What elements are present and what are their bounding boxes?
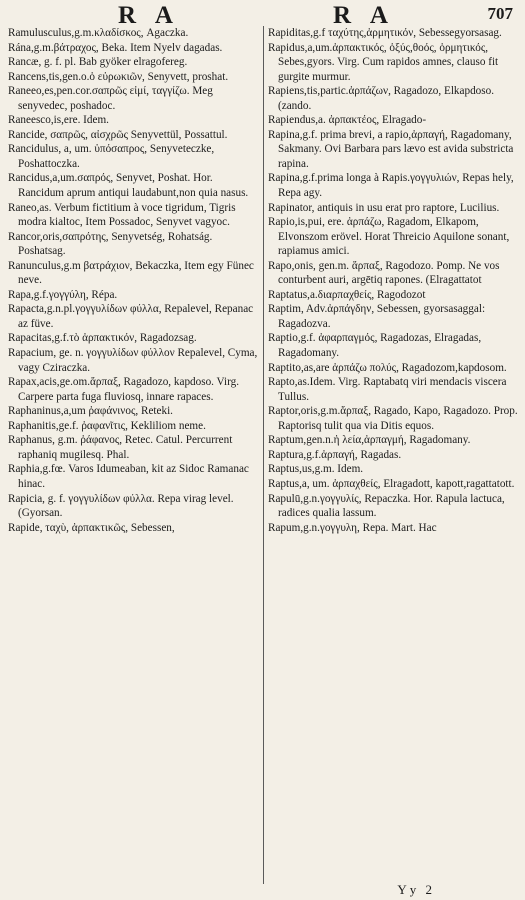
dictionary-entry: Raptor,oris,g.m.ἅρπαξ, Ragado, Kapo, Ragadozo. Prop. Raptorisq tulit qua via Ditis equos. <box>268 405 518 432</box>
left-column <box>8 26 264 884</box>
dictionary-entry: Rapina,g.f.prima longa à Rapis.γογγυλιών, Repas hely, Repa agy. <box>268 172 514 200</box>
dictionary-entry: Rapulū,g.n.γογγυλίς, Repaczka. Hor. Rapula lactuca, radices qualia lassum. <box>268 492 505 520</box>
dictionary-entry: Rancor,oris,σαπρότης, Senyvetség, Rohatság. Poshatsag. <box>8 230 213 258</box>
page-header <box>8 2 519 29</box>
dictionary-entry: Raptio,g.f. ἁφαρπαγμός, Ragadozas, Elragadas, Ragadomany. <box>268 332 482 360</box>
dictionary-entry: Rapidus,a,um.ἁρπακτικός, ὀξύς,θοός, ὁρμητικός, Sebes,gyors. Virg. Cum rapidos amnes, clauso fit gurgite murmur. <box>268 41 499 83</box>
dictionary-entry: Rapio,is,pui, ere. ἁρπάζω, Ragadom, Elkapom, Elvonszom erövel. Horat Threicio Aquilone sonant, rapiamus amici. <box>268 216 510 258</box>
dictionary-entry: Raptim, Adv.ἁρπάγδην, Sebessen, gyorsasaggal: Ragadozva. <box>268 303 486 330</box>
dictionary-entry: Rancide, σαπρῶς, αἰσχρῶς Senyvettül, Possattul. <box>8 128 228 141</box>
dictionary-entry: Raneesco,is,ere. Idem. <box>8 114 109 127</box>
dictionary-entry: Raptum,gen.n.ἡ λεία,ἁρπαγμή, Ragadomany. <box>268 434 471 447</box>
dictionary-entry: Rapo,onis, gen.m. ἅρπαξ, Ragodozo. Pomp. Ne vos conturbent auri, argētiq rapones. (Elragattatot <box>268 259 500 287</box>
dictionary-entry: Rapide, ταχὺ, ἁρπακτικῶς, Sebessen, <box>8 521 175 534</box>
dictionary-entry: Rapa,g.f.γογγύλη, Répa. <box>8 288 118 301</box>
dictionary-entry: Raneo,as. Verbum fictitium à voce tigridum, Tigris modra kialtoc, Item Possadoc, Senyvet vagyoc. <box>8 201 236 229</box>
dictionary-entry: Rapum,g.n.γογγυλη, Repa. Mart. Hac <box>268 521 437 534</box>
dictionary-entry: Raptatus,a.διαρπαχθείς, Ragodozot <box>268 288 426 301</box>
signature-mark: Yy 2 <box>397 882 435 897</box>
dictionary-entry: Ramulusculus,g.m.κλαδίσκος, Agaczka. <box>8 27 189 39</box>
dictionary-entry: Rancens,tis,gen.o.ὁ εὐρωκιῶν, Senyvett, proshat. <box>8 70 229 83</box>
dictionary-entry: Raptus,us,g.m. Idem. <box>268 463 364 476</box>
dictionary-entry: Rapax,acis,ge.om.ἅρπαξ, Ragadozo, kapdoso. Virg. Carpere parta fuga fluviosq, innare rapaces. <box>8 376 239 403</box>
dictionary-entry: Rancæ, g. f. pl. Bab gyöker elragofereg. <box>8 56 188 69</box>
dictionary-entry: Rapacium, ge. n. γογγυλίδων φύλλον Repalevel, Cyma, vagy Cziraczka. <box>8 347 258 374</box>
dictionary-entry: Rancidulus, a, um. ὑπόσαπρος, Senyveteczke, Poshattoczka. <box>8 143 215 170</box>
dictionary-entry: Raphanitis,ge.f. ῥαφανῖτις, Kekliliom neme. <box>8 419 206 432</box>
dictionary-entry: Rapina,g.f. prima brevi, a rapio,ἁρπαγή, Ragadomany, Sakmany. Ovi Barbara pars lævo est avida substricta rapina. <box>268 128 514 170</box>
dictionary-entry: Raptura,g.f.ἁρπαγή, Ragadas. <box>268 448 402 461</box>
dictionary-entry: Rapacitas,g.f.τὸ ἁρπακτικόν, Ragadozsag. <box>8 332 197 345</box>
dictionary-entry: Raphaninus,a,um ῥαφάνινος, Reteki. <box>8 405 173 418</box>
dictionary-entry: Rapinator, antiquis in usu erat pro raptore, Lucilius. <box>268 201 500 214</box>
dictionary-entry: Rapiditas,g.f ταχύτης,ἁρμητικόν, Sebessegyorsasag. <box>268 27 502 39</box>
page-number: 707 <box>487 4 513 23</box>
dictionary-entry: Rapacta,g.n.pl.γογγυλίδων φύλλα, Repalevel, Repanac az füve. <box>8 303 254 330</box>
running-head-right: R A <box>333 2 395 29</box>
columns <box>8 26 519 884</box>
right-column <box>264 26 519 884</box>
dictionary-entry: Rapto,as.Idem. Virg. Raptabatq viri mendacis viscera Tullus. <box>268 376 507 403</box>
dictionary-entry: Raphia,g.fœ. Varos Idumeaban, kit az Sidoc Ramanac hinac. <box>8 463 249 490</box>
dictionary-entry: Raneeo,es,pen.cor.σαπρῶς εἰμί, ταγγίζω. Meg senyvedec, poshadoc. <box>8 85 213 112</box>
dictionary-entry: Rancidus,a,um.σαπρός, Senyvet, Poshat. Hor. Rancidum aprum antiqui laudabunt,non quia nasus. <box>8 172 249 200</box>
dictionary-entry: Raptito,as,are ἁρπάζω πολύς, Ragadozom,kapdosom. <box>268 361 507 374</box>
dictionary-entry: Rapiens,tis,partic.ἁρπάζων, Ragadozo, Elkapdoso. (zando. <box>268 85 495 112</box>
dictionary-entry: Raphanus, g.m. ῥάφανος, Retec. Catul. Percurrent raphaniq mugilesq. Phal. <box>8 434 233 461</box>
dictionary-entry: Rapiendus,a. ἁρπακτέος, Elragado- <box>268 114 427 127</box>
running-head-left: R A <box>118 2 180 29</box>
dictionary-entry: Rána,g.m.βάτραχος, Beka. Item Nyelv dagadas. <box>8 41 223 54</box>
dictionary-entry: Ranunculus,g.m βατράχιον, Bekaczka, Item egy Fünec neve. <box>8 259 254 287</box>
dictionary-entry: Raptus,a, um. ἁρπαχθείς, Elragadott, kapott,ragattatott. <box>268 477 515 490</box>
dictionary-entry: Rapicia, g. f. γογγυλίδων φύλλα. Repa virag level. (Gyorsan. <box>8 492 234 520</box>
